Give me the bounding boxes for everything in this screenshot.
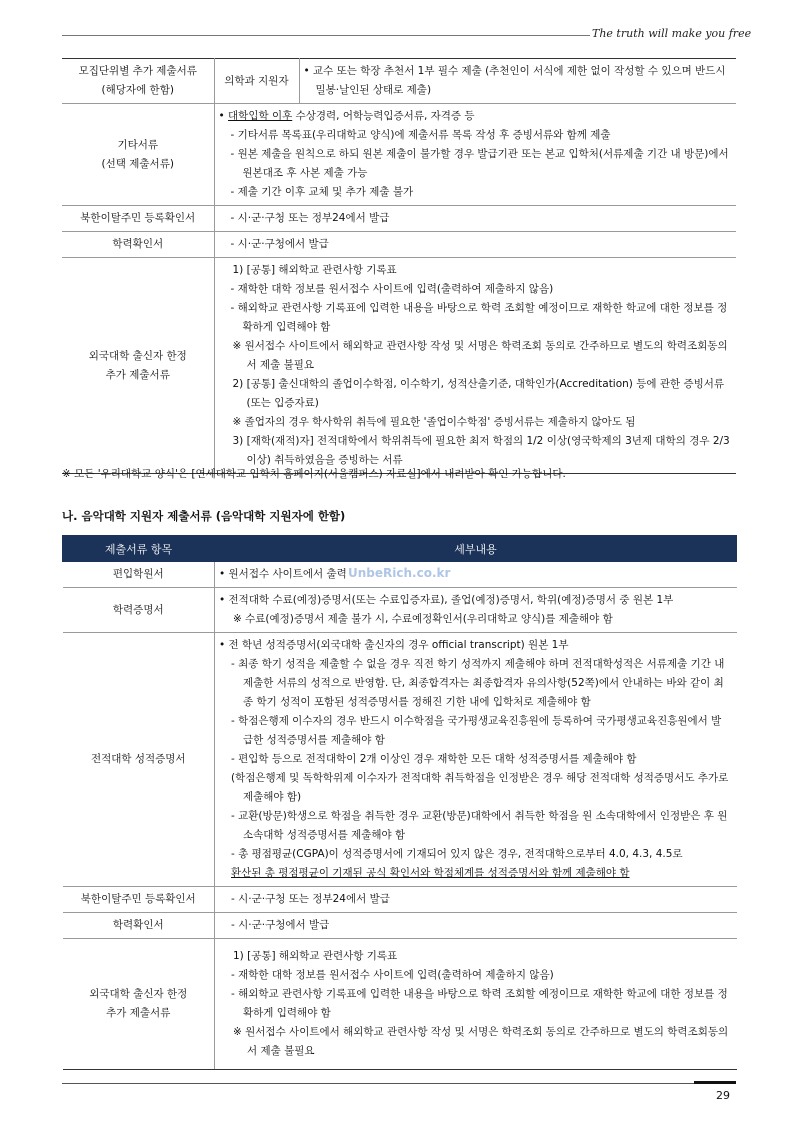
page-number: 29 xyxy=(716,1089,730,1102)
row-sublabel: 의학과 지원자 xyxy=(214,59,299,104)
music-requirements-table xyxy=(62,535,737,1070)
table-header-row xyxy=(63,536,737,562)
footer-rule xyxy=(62,1083,736,1084)
row-label: 외국대학 출신자 한정 추가 제출서류 xyxy=(62,258,214,474)
section-title: 나. 음악대학 지원자 제출서류 (음악대학 지원자에 한함) xyxy=(62,509,346,523)
row-content: - 시·군·구청 또는 정부24에서 발급 xyxy=(215,887,737,913)
row-label: 편입학원서 xyxy=(63,562,215,588)
column-header: 제출서류 항목 xyxy=(63,536,215,562)
row-content: 1) [공통] 해외학교 관련사항 기록표 - 재학한 대학 정보를 원서접수 사이트에 입력(출력하여 제출하지 않음) - 해외학교 관련사항 기록표에 입력한 내용을 바탕으로 학력 조회할 예정이므로 재학한 학교에 대한 정보를 정확하게 입력해야 함 ※ 원서접수 사이트에서 해외학교 관련사항 작성 및 서명은 학력조회 동의로 간주하므로 별도의 학력조회동의서 제출 불필요 2) [공통] 출신대학의 졸업이수학점, 이수학기, 성적산출기준, 대학인가(Accreditation) 등에 관한 증빙서류(또는 입증자료) ※ 졸업자의 경우 학사학위 취득에 필요한 '졸업이수학점' 증빙서류는 제출하지 않아도 됨 3) [재학(재적)자] 전적대학에서 학위취득에 필요한 최저 학점의 1/2 이상(영국학제의 3년제 대학의 경우 2/3 이상) 취득하였음을 증빙하는 서류 xyxy=(214,258,736,474)
row-content: 1) [공통] 해외학교 관련사항 기록표 - 재학한 대학 정보를 원서접수 사이트에 입력(출력하여 제출하지 않음) - 해외학교 관련사항 기록표에 입력한 내용을 바탕으로 학력 조회할 예정이므로 재학한 학교에 대한 정보를 정확하게 입력해야 함 ※ 원서접수 사이트에서 해외학교 관련사항 작성 및 서명은 학력조회 동의로 간주하므로 별도의 학력조회동의서 제출 불필요 xyxy=(215,939,737,1070)
row-label: 학력증명서 xyxy=(63,588,215,633)
row-content: • 대학입학 이후 수상경력, 어학능력입증서류, 자격증 등 - 기타서류 목록표(우리대학교 양식)에 제출서류 목록 작성 후 증빙서류와 함께 제출 - 원본 제출을 원칙으로 하되 원본 제출이 불가할 경우 발급기관 또는 본교 입학처(서류제출 기간 내 방문)에서 원본대조 후 사본 제출 가능 - 제출 기간 이후 교체 및 추가 제출 불가 xyxy=(214,104,736,206)
table-row xyxy=(63,939,737,1070)
watermark-text: UnbeRich.co.kr xyxy=(348,566,451,580)
table-row xyxy=(62,104,736,206)
table-row xyxy=(63,633,737,887)
row-label: 모집단위별 추가 제출서류 (해당자에 한함) xyxy=(62,59,214,104)
row-content: • 전적대학 수료(예정)증명서(또는 수료입증자료), 졸업(예정)증명서, 학위(예정)증명서 중 원본 1부 ※ 수료(예정)증명서 제출 불가 시, 수료예정확인서(우리대학교 양식)를 제출해야 함 xyxy=(215,588,737,633)
table-row xyxy=(62,59,736,104)
row-content: • 원서접수 사이트에서 출력 xyxy=(215,562,737,588)
row-content: - 시·군·구청 또는 정부24에서 발급 xyxy=(214,206,736,232)
row-label: 학력확인서 xyxy=(62,232,214,258)
row-label: 학력확인서 xyxy=(63,913,215,939)
row-label: 외국대학 출신자 한정 추가 제출서류 xyxy=(63,939,215,1070)
table-row xyxy=(62,206,736,232)
table-row xyxy=(63,887,737,913)
row-content: - 시·군·구청에서 발급 xyxy=(214,232,736,258)
requirements-table-continued xyxy=(62,58,736,474)
column-header: 세부내용 xyxy=(215,536,737,562)
note: ※ 모든 '우리대학교 양식'은 [연세대학교 입학처 홈페이지(서울캠퍼스) 자료실]에서 내려받아 확인 가능합니다. xyxy=(62,468,566,480)
row-content: • 교수 또는 학장 추천서 1부 필수 제출 (추천인이 서식에 제한 없이 작성할 수 있으며 반드시 밀봉·날인된 상태로 제출) xyxy=(299,59,736,104)
header-rule xyxy=(62,35,590,36)
table-row xyxy=(63,588,737,633)
table-row xyxy=(62,232,736,258)
row-content: - 시·군·구청에서 발급 xyxy=(215,913,737,939)
table-row xyxy=(62,258,736,474)
row-label: 북한이탈주민 등록확인서 xyxy=(63,887,215,913)
footer-accent-bar xyxy=(694,1081,736,1084)
header-motto: The truth will make you free xyxy=(592,27,752,40)
row-label: 북한이탈주민 등록확인서 xyxy=(62,206,214,232)
row-content: • 전 학년 성적증명서(외국대학 출신자의 경우 official transcript) 원본 1부 - 최종 학기 성적을 제출할 수 없을 경우 직전 학기 성적까지 제출해야 하며 전적대학성적은 서류제출 기간 내 제출한 서류의 성적으로 반영함. 단, 최종합격자는 최종합격자 유의사항(52쪽)에서 안내하는 바와 같이 최종 학기 성적이 포함된 성적증명서를 정해진 기한 내에 입학처로 제출해야 함 - 학점은행제 이수자의 경우 반드시 이수학점을 국가평생교육진흥원에 등록하여 국가평생교육진흥원에서 발급한 성적증명서를 제출해야 함 - 편입학 등으로 전적대학이 2개 이상인 경우 재학한 모든 대학 성적증명서를 제출해야 함 (학점은행제 및 독학학위제 이수자가 전적대학 취득학점을 인정받은 경우 해당 전적대학 성적증명서도 추가로 제출해야 함) - 교환(방문)학생으로 학점을 취득한 경우 교환(방문)대학에서 취득한 학점을 원 소속대학에서 인정받은 후 원 소속대학 성적증명서를 제출해야 함 - 총 평점평균(CGPA)이 성적증명서에 기재되어 있지 않은 경우, 전적대학으로부터 4.0, 4.3, 4.5로 환산된 총 평점평균이 기재된 공식 확인서와 학점체계를 성적증명서와 함께 제출해야 함 xyxy=(215,633,737,887)
row-label: 전적대학 성적증명서 xyxy=(63,633,215,887)
row-label: 기타서류 (선택 제출서류) xyxy=(62,104,214,206)
table-row xyxy=(63,913,737,939)
